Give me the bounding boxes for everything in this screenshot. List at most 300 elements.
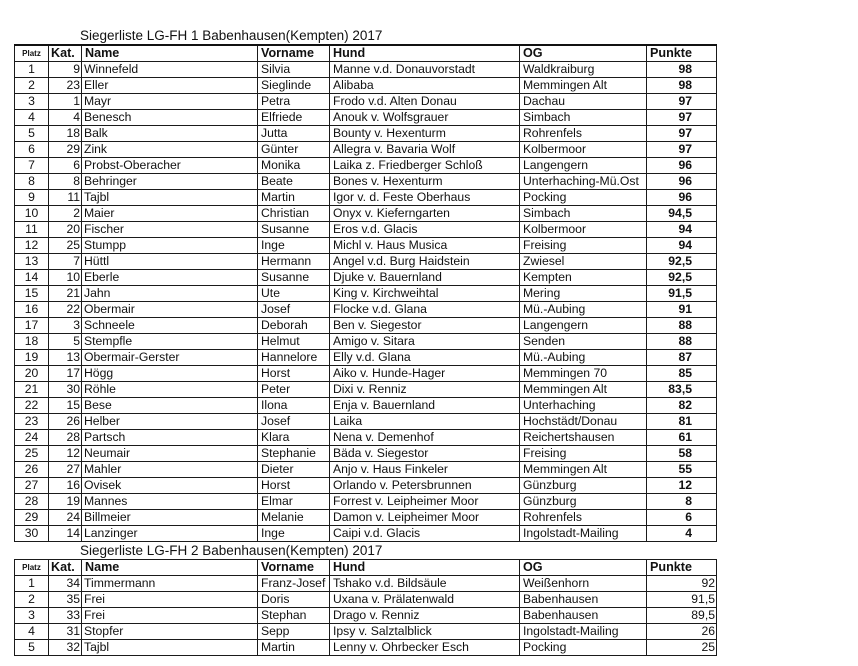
cell-vorname: Stephan	[258, 608, 330, 624]
header-vorname: Vorname	[258, 560, 330, 576]
table-row	[15, 430, 717, 446]
cell-platz: 28	[15, 494, 49, 510]
cell-vorname: Horst	[258, 478, 330, 494]
table-row	[15, 62, 717, 78]
cell-og: Mü.-Aubing	[520, 350, 647, 366]
table-row	[15, 592, 717, 608]
cell-platz: 6	[15, 142, 49, 158]
cell-kat: 26	[49, 414, 82, 430]
cell-vorname: Monika	[258, 158, 330, 174]
cell-og: Waldkraiburg	[520, 62, 647, 78]
cell-kat: 16	[49, 478, 82, 494]
cell-name: Frei	[82, 608, 258, 624]
table-header-row	[15, 45, 717, 62]
cell-hund: Caipi v.d. Glacis	[330, 526, 520, 542]
table-row	[15, 190, 717, 206]
cell-vorname: Stephanie	[258, 446, 330, 462]
cell-kat: 32	[49, 640, 82, 656]
cell-hund: Igor v. d. Feste Oberhaus	[330, 190, 520, 206]
cell-punkte: 58	[647, 446, 717, 462]
cell-kat: 10	[49, 270, 82, 286]
table-row	[15, 286, 717, 302]
cell-platz: 21	[15, 382, 49, 398]
cell-vorname: Melanie	[258, 510, 330, 526]
cell-punkte: 97	[647, 142, 717, 158]
table-row	[15, 624, 717, 640]
cell-platz: 1	[15, 62, 49, 78]
cell-hund: Alibaba	[330, 78, 520, 94]
cell-punkte: 91,5	[647, 592, 717, 608]
cell-punkte: 81	[647, 414, 717, 430]
header-hund: Hund	[330, 45, 520, 62]
cell-og: Simbach	[520, 206, 647, 222]
cell-vorname: Jutta	[258, 126, 330, 142]
cell-name: Röhle	[82, 382, 258, 398]
cell-hund: Dixi v. Renniz	[330, 382, 520, 398]
cell-punkte: 96	[647, 174, 717, 190]
cell-platz: 2	[15, 78, 49, 94]
cell-platz: 25	[15, 446, 49, 462]
cell-hund: Enja v. Bauernland	[330, 398, 520, 414]
cell-og: Unterhaching-Mü.Ost	[520, 174, 647, 190]
cell-og: Simbach	[520, 110, 647, 126]
cell-hund: Laika z. Friedberger Schloß	[330, 158, 520, 174]
cell-hund: Elly v.d. Glana	[330, 350, 520, 366]
header-punkte: Punkte	[647, 560, 717, 576]
cell-hund: Eros v.d. Glacis	[330, 222, 520, 238]
cell-kat: 7	[49, 254, 82, 270]
cell-punkte: 94,5	[647, 206, 717, 222]
table-row	[15, 238, 717, 254]
cell-hund: King v. Kirchweihtal	[330, 286, 520, 302]
header-platz: Platz	[15, 560, 49, 576]
cell-og: Memmingen Alt	[520, 462, 647, 478]
cell-punkte: 96	[647, 158, 717, 174]
cell-platz: 3	[15, 608, 49, 624]
cell-og: Dachau	[520, 94, 647, 110]
cell-punkte: 12	[647, 478, 717, 494]
cell-platz: 18	[15, 334, 49, 350]
results-table-1	[14, 44, 717, 542]
table-row	[15, 494, 717, 510]
cell-name: Helber	[82, 414, 258, 430]
cell-hund: Michl v. Haus Musica	[330, 238, 520, 254]
cell-kat: 27	[49, 462, 82, 478]
cell-platz: 26	[15, 462, 49, 478]
cell-og: Babenhausen	[520, 608, 647, 624]
table-row	[15, 640, 717, 656]
cell-punkte: 82	[647, 398, 717, 414]
cell-punkte: 97	[647, 110, 717, 126]
cell-punkte: 97	[647, 126, 717, 142]
cell-hund: Bones v. Hexenturm	[330, 174, 520, 190]
cell-name: Ovisek	[82, 478, 258, 494]
cell-platz: 14	[15, 270, 49, 286]
cell-vorname: Sepp	[258, 624, 330, 640]
cell-name: Winnefeld	[82, 62, 258, 78]
table1-title: Siegerliste LG-FH 1 Babenhausen(Kempten) 2017	[80, 28, 383, 43]
cell-hund: Lenny v. Ohrbecker Esch	[330, 640, 520, 656]
cell-kat: 6	[49, 158, 82, 174]
cell-platz: 4	[15, 624, 49, 640]
cell-kat: 11	[49, 190, 82, 206]
cell-og: Pocking	[520, 640, 647, 656]
cell-og: Senden	[520, 334, 647, 350]
table-row	[15, 350, 717, 366]
cell-kat: 3	[49, 318, 82, 334]
cell-hund: Anjo v. Haus Finkeler	[330, 462, 520, 478]
cell-name: Schneele	[82, 318, 258, 334]
cell-vorname: Inge	[258, 526, 330, 542]
cell-vorname: Doris	[258, 592, 330, 608]
header-hund: Hund	[330, 560, 520, 576]
cell-vorname: Josef	[258, 414, 330, 430]
cell-vorname: Susanne	[258, 270, 330, 286]
cell-platz: 1	[15, 576, 49, 592]
cell-vorname: Beate	[258, 174, 330, 190]
table-row	[15, 110, 717, 126]
cell-kat: 28	[49, 430, 82, 446]
cell-kat: 33	[49, 608, 82, 624]
cell-punkte: 92,5	[647, 254, 717, 270]
table-row	[15, 254, 717, 270]
cell-hund: Aiko v. Hunde-Hager	[330, 366, 520, 382]
table-row	[15, 206, 717, 222]
cell-kat: 9	[49, 62, 82, 78]
cell-vorname: Horst	[258, 366, 330, 382]
cell-name: Maier	[82, 206, 258, 222]
cell-og: Reichertshausen	[520, 430, 647, 446]
cell-punkte: 96	[647, 190, 717, 206]
cell-vorname: Hermann	[258, 254, 330, 270]
cell-hund: Flocke v.d. Glana	[330, 302, 520, 318]
cell-kat: 22	[49, 302, 82, 318]
cell-og: Pocking	[520, 190, 647, 206]
cell-punkte: 94	[647, 238, 717, 254]
cell-og: Freising	[520, 446, 647, 462]
cell-name: Lanzinger	[82, 526, 258, 542]
cell-name: Eberle	[82, 270, 258, 286]
table-row	[15, 576, 717, 592]
cell-kat: 14	[49, 526, 82, 542]
table-row	[15, 174, 717, 190]
cell-name: Billmeier	[82, 510, 258, 526]
cell-hund: Onyx v. Kieferngarten	[330, 206, 520, 222]
cell-platz: 4	[15, 110, 49, 126]
cell-og: Günzburg	[520, 478, 647, 494]
cell-punkte: 85	[647, 366, 717, 382]
header-name: Name	[82, 560, 258, 576]
cell-platz: 19	[15, 350, 49, 366]
cell-kat: 30	[49, 382, 82, 398]
table-row	[15, 446, 717, 462]
cell-hund: Manne v.d. Donauvorstadt	[330, 62, 520, 78]
cell-hund: Frodo v.d. Alten Donau	[330, 94, 520, 110]
cell-name: Högg	[82, 366, 258, 382]
cell-punkte: 25	[647, 640, 717, 656]
cell-og: Langengern	[520, 158, 647, 174]
cell-punkte: 89,5	[647, 608, 717, 624]
cell-punkte: 94	[647, 222, 717, 238]
cell-og: Günzburg	[520, 494, 647, 510]
cell-name: Partsch	[82, 430, 258, 446]
table-row	[15, 478, 717, 494]
cell-punkte: 6	[647, 510, 717, 526]
cell-og: Freising	[520, 238, 647, 254]
cell-hund: Orlando v. Petersbrunnen	[330, 478, 520, 494]
cell-og: Kolbermoor	[520, 142, 647, 158]
cell-hund: Bounty v. Hexenturm	[330, 126, 520, 142]
cell-og: Memmingen Alt	[520, 78, 647, 94]
cell-platz: 17	[15, 318, 49, 334]
cell-vorname: Klara	[258, 430, 330, 446]
cell-name: Balk	[82, 126, 258, 142]
cell-platz: 10	[15, 206, 49, 222]
header-og: OG	[520, 45, 647, 62]
cell-platz: 23	[15, 414, 49, 430]
table-row	[15, 318, 717, 334]
cell-platz: 3	[15, 94, 49, 110]
cell-og: Memmingen Alt	[520, 382, 647, 398]
cell-hund: Ipsy v. Salztalblick	[330, 624, 520, 640]
header-punkte: Punkte	[647, 45, 717, 62]
cell-name: Zink	[82, 142, 258, 158]
cell-hund: Damon v. Leipheimer Moor	[330, 510, 520, 526]
cell-og: Zwiesel	[520, 254, 647, 270]
cell-punkte: 8	[647, 494, 717, 510]
cell-hund: Angel v.d. Burg Haidstein	[330, 254, 520, 270]
cell-hund: Anouk v. Wolfsgrauer	[330, 110, 520, 126]
cell-kat: 29	[49, 142, 82, 158]
cell-platz: 8	[15, 174, 49, 190]
cell-kat: 5	[49, 334, 82, 350]
table-row	[15, 78, 717, 94]
cell-og: Rohrenfels	[520, 126, 647, 142]
table-row	[15, 270, 717, 286]
cell-platz: 5	[15, 126, 49, 142]
header-vorname: Vorname	[258, 45, 330, 62]
cell-name: Jahn	[82, 286, 258, 302]
cell-vorname: Helmut	[258, 334, 330, 350]
table1-body	[15, 62, 717, 542]
cell-og: Kolbermoor	[520, 222, 647, 238]
cell-punkte: 55	[647, 462, 717, 478]
cell-og: Weißenhorn	[520, 576, 647, 592]
cell-platz: 9	[15, 190, 49, 206]
cell-og: Memmingen 70	[520, 366, 647, 382]
cell-vorname: Ute	[258, 286, 330, 302]
table-row	[15, 302, 717, 318]
cell-og: Babenhausen	[520, 592, 647, 608]
header-og: OG	[520, 560, 647, 576]
cell-platz: 11	[15, 222, 49, 238]
cell-punkte: 97	[647, 94, 717, 110]
cell-hund: Nena v. Demenhof	[330, 430, 520, 446]
cell-kat: 13	[49, 350, 82, 366]
cell-og: Unterhaching	[520, 398, 647, 414]
cell-kat: 24	[49, 510, 82, 526]
cell-vorname: Christian	[258, 206, 330, 222]
cell-og: Ingolstadt-Mailing	[520, 624, 647, 640]
cell-punkte: 26	[647, 624, 717, 640]
cell-vorname: Inge	[258, 238, 330, 254]
cell-vorname: Silvia	[258, 62, 330, 78]
table-row	[15, 334, 717, 350]
cell-vorname: Martin	[258, 190, 330, 206]
cell-hund: Allegra v. Bavaria Wolf	[330, 142, 520, 158]
cell-name: Mahler	[82, 462, 258, 478]
table-row	[15, 510, 717, 526]
cell-platz: 7	[15, 158, 49, 174]
header-name: Name	[82, 45, 258, 62]
results-sheet	[14, 0, 716, 656]
cell-vorname: Ilona	[258, 398, 330, 414]
cell-og: Mü.-Aubing	[520, 302, 647, 318]
cell-kat: 12	[49, 446, 82, 462]
cell-name: Tajbl	[82, 640, 258, 656]
cell-kat: 19	[49, 494, 82, 510]
cell-vorname: Martin	[258, 640, 330, 656]
cell-vorname: Franz-Josef	[258, 576, 330, 592]
cell-kat: 20	[49, 222, 82, 238]
table-header-row	[15, 560, 717, 576]
cell-platz: 20	[15, 366, 49, 382]
cell-og: Kempten	[520, 270, 647, 286]
cell-name: Frei	[82, 592, 258, 608]
cell-vorname: Sieglinde	[258, 78, 330, 94]
cell-platz: 5	[15, 640, 49, 656]
table-row	[15, 462, 717, 478]
header-kat: Kat.	[49, 560, 82, 576]
cell-kat: 2	[49, 206, 82, 222]
cell-vorname: Deborah	[258, 318, 330, 334]
cell-name: Stopfer	[82, 624, 258, 640]
cell-name: Eller	[82, 78, 258, 94]
cell-platz: 27	[15, 478, 49, 494]
table-row	[15, 142, 717, 158]
cell-kat: 15	[49, 398, 82, 414]
cell-hund: Ben v. Siegestor	[330, 318, 520, 334]
cell-name: Neumair	[82, 446, 258, 462]
cell-vorname: Elfriede	[258, 110, 330, 126]
cell-name: Probst-Oberacher	[82, 158, 258, 174]
cell-platz: 22	[15, 398, 49, 414]
cell-kat: 4	[49, 110, 82, 126]
cell-og: Rohrenfels	[520, 510, 647, 526]
table2-title: Siegerliste LG-FH 2 Babenhausen(Kempten) 2017	[80, 543, 383, 558]
cell-kat: 8	[49, 174, 82, 190]
cell-hund: Bäda v. Siegestor	[330, 446, 520, 462]
cell-platz: 24	[15, 430, 49, 446]
cell-vorname: Susanne	[258, 222, 330, 238]
cell-vorname: Hannelore	[258, 350, 330, 366]
cell-platz: 30	[15, 526, 49, 542]
cell-name: Obermair-Gerster	[82, 350, 258, 366]
table-row	[15, 158, 717, 174]
cell-vorname: Dieter	[258, 462, 330, 478]
table-row	[15, 608, 717, 624]
cell-vorname: Petra	[258, 94, 330, 110]
cell-name: Mannes	[82, 494, 258, 510]
cell-kat: 34	[49, 576, 82, 592]
cell-name: Mayr	[82, 94, 258, 110]
cell-kat: 31	[49, 624, 82, 640]
cell-kat: 23	[49, 78, 82, 94]
cell-punkte: 83,5	[647, 382, 717, 398]
results-table-2	[14, 559, 717, 656]
table-row	[15, 382, 717, 398]
header-platz: Platz	[15, 45, 49, 62]
cell-name: Bese	[82, 398, 258, 414]
cell-hund: Forrest v. Leipheimer Moor	[330, 494, 520, 510]
cell-vorname: Peter	[258, 382, 330, 398]
cell-name: Obermair	[82, 302, 258, 318]
cell-kat: 35	[49, 592, 82, 608]
cell-hund: Uxana v. Prälatenwald	[330, 592, 520, 608]
cell-name: Tajbl	[82, 190, 258, 206]
cell-platz: 16	[15, 302, 49, 318]
cell-hund: Amigo v. Sitara	[330, 334, 520, 350]
cell-punkte: 91,5	[647, 286, 717, 302]
cell-punkte: 92,5	[647, 270, 717, 286]
cell-punkte: 88	[647, 318, 717, 334]
cell-vorname: Günter	[258, 142, 330, 158]
table-row	[15, 414, 717, 430]
cell-punkte: 4	[647, 526, 717, 542]
cell-og: Mering	[520, 286, 647, 302]
cell-kat: 18	[49, 126, 82, 142]
cell-name: Behringer	[82, 174, 258, 190]
cell-og: Ingolstadt-Mailing	[520, 526, 647, 542]
cell-name: Stumpp	[82, 238, 258, 254]
cell-punkte: 98	[647, 78, 717, 94]
cell-platz: 29	[15, 510, 49, 526]
header-kat: Kat.	[49, 45, 82, 62]
cell-hund: Djuke v. Bauernland	[330, 270, 520, 286]
cell-punkte: 91	[647, 302, 717, 318]
cell-vorname: Josef	[258, 302, 330, 318]
table-row	[15, 222, 717, 238]
cell-name: Timmermann	[82, 576, 258, 592]
table-row	[15, 526, 717, 542]
table-row	[15, 94, 717, 110]
cell-name: Fischer	[82, 222, 258, 238]
cell-kat: 17	[49, 366, 82, 382]
cell-kat: 21	[49, 286, 82, 302]
cell-kat: 1	[49, 94, 82, 110]
cell-name: Stempfle	[82, 334, 258, 350]
cell-punkte: 61	[647, 430, 717, 446]
cell-platz: 15	[15, 286, 49, 302]
cell-hund: Drago v. Renniz	[330, 608, 520, 624]
cell-hund: Laika	[330, 414, 520, 430]
cell-punkte: 92	[647, 576, 717, 592]
table-row	[15, 366, 717, 382]
cell-name: Hüttl	[82, 254, 258, 270]
cell-punkte: 87	[647, 350, 717, 366]
cell-punkte: 88	[647, 334, 717, 350]
cell-punkte: 98	[647, 62, 717, 78]
cell-platz: 2	[15, 592, 49, 608]
cell-hund: Tshako v.d. Bildsäule	[330, 576, 520, 592]
cell-og: Hochstädt/Donau	[520, 414, 647, 430]
cell-kat: 25	[49, 238, 82, 254]
cell-og: Langengern	[520, 318, 647, 334]
table-row	[15, 398, 717, 414]
cell-platz: 12	[15, 238, 49, 254]
cell-name: Benesch	[82, 110, 258, 126]
cell-platz: 13	[15, 254, 49, 270]
